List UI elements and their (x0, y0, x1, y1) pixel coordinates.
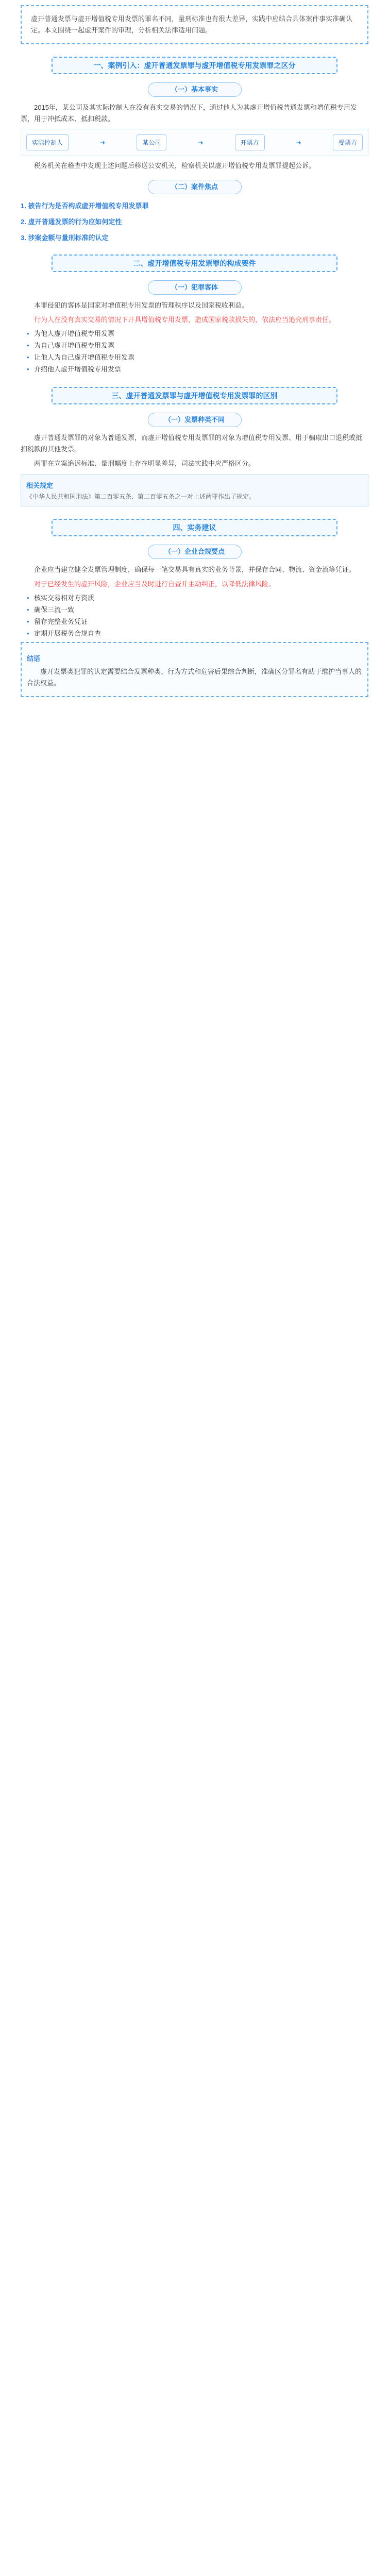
section-2-highlight: 行为人在没有真实交易的情况下开具增值税专用发票，造成国家税款损失的，依法应当追究刑事责任。 (34, 316, 336, 324)
list-item: • 核实交易相对方资质 (27, 593, 368, 603)
list-item: • 确保三流一致 (27, 605, 368, 615)
focus-item: 3. 涉案金额与量刑标准的认定 (21, 234, 109, 242)
section-4-sub-banner: （一）企业合规要点 (148, 545, 242, 559)
section-3-paragraph: 虚开普通发票罪的对象为普通发票，而虚开增值税专用发票罪的对象为增值税专用发票、用于骗取出口退税或抵扣税款的其他发票。 (21, 434, 363, 453)
section-1-paragraph: 2015年，某公司及其实际控制人在没有真实交易的情况下，通过他人为其虚开增值税普通发票和增值税专用发票，用于冲抵成本、抵扣税款。 (21, 104, 357, 123)
reference-title: 相关规定 (26, 482, 54, 489)
section-4-banner: 四、实务建议 (52, 519, 337, 536)
section-2-banner: 二、虚开增值税专用发票罪的构成要件 (52, 255, 337, 272)
list-item: • 让他人为自己虚开增值税专用发票 (27, 352, 368, 363)
section-4-paragraph: 企业应当建立健全发票管理制度，确保每一笔交易具有真实的业务背景，并保存合同、物流、资金流等凭证。 (34, 566, 356, 573)
reference-box (21, 474, 368, 506)
section-1-paragraph: 税务机关在稽查中发现上述问题后移送公安机关，检察机关以虚开增值税专用发票罪提起公诉。 (34, 162, 316, 170)
arrow-icon: ➜ (100, 139, 106, 146)
list-item: • 为他人虚开增值税专用发票 (27, 329, 368, 339)
section-3 (21, 387, 368, 506)
section-1 (21, 57, 368, 242)
section-2-sub-banner: （一）犯罪客体 (148, 280, 242, 295)
conclusion-text: 虚开发票类犯罪的认定需要结合发票种类、行为方式和危害后果综合判断，准确区分罪名有助于维护当事人的合法权益。 (27, 668, 362, 687)
advice-list (27, 593, 368, 639)
section-3-banner: 三、虚开普通发票罪与虚开增值税专用发票罪的区别 (52, 387, 337, 404)
flow-node: 实际控制人 (26, 134, 69, 150)
focus-item: 1. 被告行为是否构成虚开增值税专用发票罪 (21, 202, 149, 210)
flow-node: 某公司 (137, 134, 166, 150)
behavior-list (27, 329, 368, 375)
arrow-icon: ➜ (296, 139, 301, 146)
arrow-icon: ➜ (198, 139, 204, 146)
section-2-paragraph: 本罪侵犯的客体是国家对增值税专用发票的管理秩序以及国家税收利益。 (34, 301, 249, 309)
section-1-sub-banner: （一）基本事实 (148, 82, 242, 97)
relationship-flow (21, 129, 368, 156)
conclusion-section (21, 642, 368, 697)
section-4 (21, 519, 368, 639)
list-item: • 留存完整业务凭证 (27, 617, 368, 627)
section-3-paragraph: 两罪在立案追诉标准、量刑幅度上存在明显差异，司法实践中应严格区分。 (34, 460, 256, 467)
flow-node: 受票方 (333, 134, 363, 150)
section-4-highlight: 对于已经发生的虚开风险，企业应当及时进行自查并主动纠正，以降低法律风险。 (34, 580, 276, 588)
section-1-banner: 一、案例引入：虚开普通发票罪与虚开增值税专用发票罪之区分 (52, 57, 337, 74)
lead-text: 虚开普通发票与虚开增值税专用发票的罪名不同，量刑标准也有很大差异，实践中应结合具体案件事实准确认定。本文围绕一起虚开案件的审理，分析相关法律适用问题。 (31, 15, 353, 34)
list-item: • 定期开展税务合规自查 (27, 629, 368, 639)
list-item: • 介绍他人虚开增值税专用发票 (27, 364, 368, 375)
conclusion-box (21, 642, 368, 697)
focus-item: 2. 虚开普通发票的行为应如何定性 (21, 218, 122, 226)
lead-box (21, 5, 368, 44)
section-1-sub-banner-2: （二）案件焦点 (148, 180, 242, 194)
reference-text: 《中华人民共和国刑法》第二百零五条、第二百零五条之一对上述两罪作出了规定。 (26, 493, 256, 500)
flow-node: 开票方 (235, 134, 265, 150)
conclusion-title: 结语 (27, 655, 41, 663)
section-3-sub-banner: （一）发票种类不同 (148, 413, 242, 427)
section-2 (21, 255, 368, 375)
list-item: • 为自己虚开增值税专用发票 (27, 341, 368, 351)
